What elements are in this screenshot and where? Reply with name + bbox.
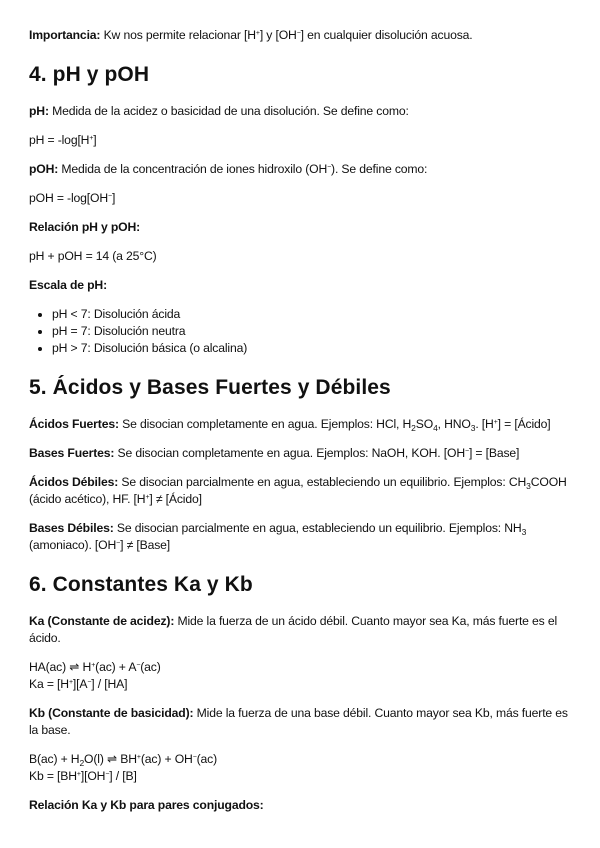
strong-acids-label: Ácidos Fuertes: xyxy=(29,417,119,431)
poh-formula xyxy=(29,190,572,207)
paragraph-text: ] = [Ácido] xyxy=(497,417,551,431)
kb-equilibrium xyxy=(29,751,572,768)
list-item: • pH < 7: Disolución ácida xyxy=(52,306,572,323)
ka-expression xyxy=(29,676,572,693)
ka-kb-relation-label xyxy=(29,797,572,814)
paragraph-text: SO xyxy=(415,417,434,431)
ka-equilibrium xyxy=(29,659,572,676)
paragraph-text: Se disocian completamente en agua. Ejemplos: NaOH, KOH. [OH xyxy=(114,446,465,460)
ph-formula xyxy=(29,132,572,149)
ph-label: pH: xyxy=(29,104,49,118)
section-6-heading: 6. Constantes Ka y Kb xyxy=(29,573,253,596)
paragraph-text: Se disocian parcialmente en agua, estableciendo un equilibrio. Ejemplos: CH xyxy=(118,475,527,489)
ph-definition xyxy=(29,103,572,120)
superscript: + xyxy=(255,30,260,37)
formula-text: (ac) + A xyxy=(95,660,137,674)
importance-paragraph xyxy=(29,27,572,44)
subscript: 3 xyxy=(470,423,476,433)
poh-label: pOH: xyxy=(29,162,59,176)
importance-text: ] y [OH xyxy=(259,28,297,42)
kb-expression xyxy=(29,768,572,785)
scale-label: Escala de pH: xyxy=(29,278,107,292)
superscript: − xyxy=(108,193,112,200)
superscript: + xyxy=(89,135,94,142)
ph-text: Medida de la acidez o basicidad de una disolución. Se define como: xyxy=(48,104,409,118)
relation-ph-poh-label xyxy=(29,219,572,236)
paragraph-text: , HNO xyxy=(437,417,471,431)
superscript: − xyxy=(136,662,141,669)
poh-text: ). Se define como: xyxy=(331,162,428,176)
formula-text: pOH = -log[OH xyxy=(29,191,108,205)
formula-text: pH = -log[H xyxy=(29,133,90,147)
section-4-heading: 4. pH y pOH xyxy=(29,63,150,86)
superscript: + xyxy=(76,771,81,778)
superscript: − xyxy=(116,540,121,547)
weak-acids-paragraph xyxy=(29,474,572,508)
superscript: + xyxy=(145,494,150,501)
formula-text: (ac) + OH xyxy=(140,752,193,766)
superscript: − xyxy=(465,448,469,455)
superscript: − xyxy=(105,771,110,778)
weak-acids-label: Ácidos Débiles: xyxy=(29,475,119,489)
kb-definition xyxy=(29,705,572,739)
superscript: − xyxy=(327,164,332,171)
subscript: 4 xyxy=(433,423,438,433)
list-item: • pH > 7: Disolución básica (o alcalina) xyxy=(52,340,572,357)
relation-ph-poh-formula: pH + pOH = 14 (a 25°C) xyxy=(29,249,157,263)
relation-label: Relación Ka y Kb para pares conjugados: xyxy=(29,798,264,812)
superscript: + xyxy=(68,679,73,686)
paragraph-text: COOH (ácido acético), HF. [H xyxy=(29,475,567,506)
superscript: + xyxy=(136,754,141,761)
formula-text: B(ac) + H xyxy=(29,752,80,766)
importance-label: Importancia: xyxy=(29,28,101,42)
poh-definition xyxy=(29,161,572,178)
ka-label: Ka (Constante de acidez): xyxy=(29,614,175,628)
formula-text: ] xyxy=(93,133,97,147)
formula-text: ][OH xyxy=(80,769,106,783)
paragraph-text: ] ≠ [Ácido] xyxy=(149,492,202,506)
paragraph-text: Mide la fuerza de una base débil. Cuanto mayor sea Kb, más fuerte es la base. xyxy=(29,706,568,737)
subscript: 2 xyxy=(411,423,416,433)
superscript: − xyxy=(87,679,92,686)
superscript: + xyxy=(493,419,498,426)
formula-text: (ac) xyxy=(140,660,161,674)
subscript: 2 xyxy=(79,758,85,768)
paragraph-text: Se disocian parcialmente en agua, estableciendo un equilibrio. Ejemplos: NH xyxy=(113,521,522,535)
paragraph-text: . [H xyxy=(475,417,494,431)
weak-bases-paragraph xyxy=(29,520,572,554)
importance-text: Kw nos permite relacionar [H xyxy=(100,28,256,42)
formula-text: O(l) ⇌ BH xyxy=(84,752,137,766)
formula-text: HA(ac) ⇌ H xyxy=(29,660,92,674)
paragraph-text: Se disocian completamente en agua. Ejemplos: HCl, H xyxy=(118,417,412,431)
poh-text: Medida de la concentración de iones hidroxilo (OH xyxy=(58,162,328,176)
formula-text: ] xyxy=(111,191,116,205)
superscript: − xyxy=(192,754,197,761)
formula-text: ] / [HA] xyxy=(91,677,128,691)
superscript: + xyxy=(91,662,96,669)
section-5-heading: 5. Ácidos y Bases Fuertes y Débiles xyxy=(29,376,391,399)
ka-definition xyxy=(29,613,572,647)
formula-text: ] / [B] xyxy=(109,769,137,783)
paragraph-text: Mide la fuerza de un ácido débil. Cuanto mayor sea Ka, más fuerte es el ácido. xyxy=(29,614,558,645)
kb-label: Kb (Constante de basicidad): xyxy=(29,706,194,720)
subscript: 3 xyxy=(526,481,531,491)
subscript: 3 xyxy=(521,527,527,537)
strong-bases-paragraph xyxy=(29,445,572,462)
relation-label: Relación pH y pOH: xyxy=(29,220,141,234)
superscript: − xyxy=(296,30,301,37)
paragraph-text: (amoniaco). [OH xyxy=(29,538,117,552)
importance-text: ] en cualquier disolución acuosa. xyxy=(300,28,473,42)
strong-bases-label: Bases Fuertes: xyxy=(29,446,115,460)
paragraph-text: ] ≠ [Base] xyxy=(120,538,171,552)
ph-scale-list xyxy=(29,306,572,357)
formula-text: ][A xyxy=(72,677,88,691)
weak-bases-label: Bases Débiles: xyxy=(29,521,114,535)
ph-scale-label xyxy=(29,277,572,294)
list-item: • pH = 7: Disolución neutra xyxy=(52,323,572,340)
strong-acids-paragraph xyxy=(29,416,572,433)
formula-text: Kb = [BH xyxy=(29,769,77,783)
formula-text: (ac) xyxy=(196,752,218,766)
formula-text: Ka = [H xyxy=(29,677,69,691)
paragraph-text: ] = [Base] xyxy=(468,446,520,460)
